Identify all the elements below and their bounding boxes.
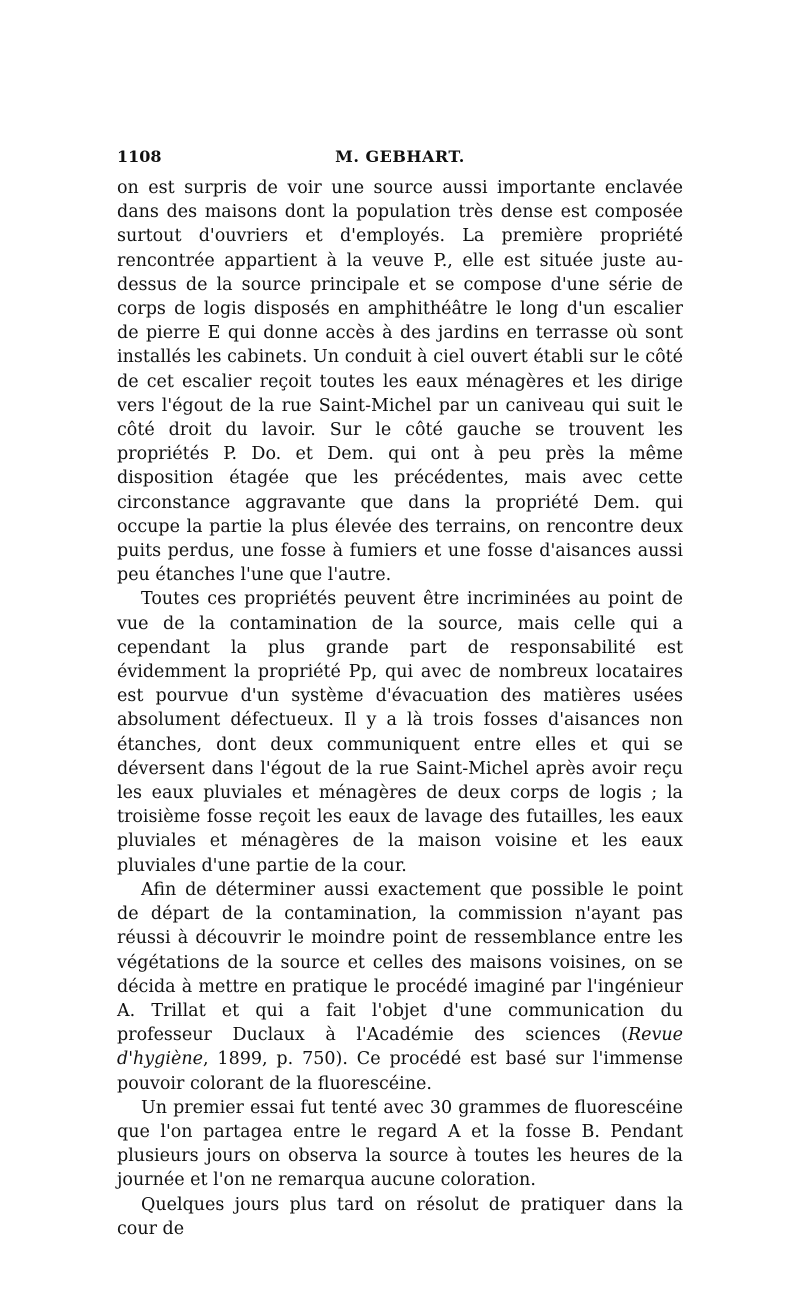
paragraph-next-trial: Quelques jours plus tard on résolut de pratiquer dans la cour de (117, 1194, 683, 1239)
paragraph-properties: Toutes ces propriétés peuvent être incriminées au point de vue de la contamination de la source, mais celle qui a cependant la plus grande part de responsabilité est évidemment la propriété Pp, qui avec de nombreux locataires est pourvue d'un système d'évacuation des matières usées absolument défectueux. Il y a là trois fosses d'aisances non étanches, dont deux communiquent entre elles et qui se déversent dans l'égout de la rue Saint-Michel après avoir reçu les eaux pluviales et ménagères de deux corps de logis ; la troisième fosse reçoit les eaux de lavage des futailles, les eaux pluviales et ménagères de la maison voisine et les eaux pluviales d'une partie de la cour. (117, 589, 683, 876)
running-title: M. GEBHART. (335, 147, 465, 166)
paragraph-contamination-method (117, 878, 683, 1096)
paragraph-first-trial: Un premier essai fut tenté avec 30 grammes de fluorescéine que l'on partagea entre le regard A et la fosse B. Pendant plusieurs jours on observa la source à toutes les heures de la journée et l'on ne remarqua aucune coloration. (117, 1097, 683, 1191)
paragraph-text-before-reference: Afin de déterminer aussi exactement que possible le point de départ de la contamination, la commission n'ayant pas réussi à découvrir le moindre point de ressemblance entre les végétations de la source et celles des maisons voisines, on se décida à mettre en pratique le procédé imaginé par l'ingénieur A. Trillat et qui a fait l'objet d'une communication du professeur Duclaux à l'Académie des sciences ( (117, 879, 683, 1046)
page-number: 1108 (117, 147, 162, 166)
body-text (117, 176, 683, 1241)
page-header (117, 145, 683, 169)
paragraph-continuation: on est surpris de voir une source aussi importante enclavée dans des maisons dont la population très dense est composée surtout d'ouvriers et d'employés. La première propriété rencontrée appartient à la veuve P., elle est située juste au-dessus de la source principale et se compose d'une série de corps de logis disposés en amphithéâtre le long d'un escalier de pierre E qui donne accès à des jardins en terrasse où sont installés les cabinets. Un conduit à ciel ouvert établi sur le côté de cet escalier reçoit toutes les eaux ménagères et les dirige vers l'égout de la rue Saint-Michel par un caniveau qui suit le côté droit du lavoir. Sur le côté gauche se trouvent les propriétés P. Do. et Dem. qui ont à peu près la même disposition étagée que les précédentes, mais avec cette circonstance aggravante que dans la propriété Dem. qui occupe la partie la plus élevée des terrains, on rencontre deux puits perdus, une fosse à fumiers et une fosse d'aisances aussi peu étanches l'une que l'autre. (117, 178, 683, 586)
paragraph-text-after-reference: , 1899, p. 750). Ce procédé est basé sur l'immense pouvoir colorant de la fluorescéine. (117, 1049, 683, 1094)
journal-reference: Revue d'hygiène (117, 1025, 683, 1070)
